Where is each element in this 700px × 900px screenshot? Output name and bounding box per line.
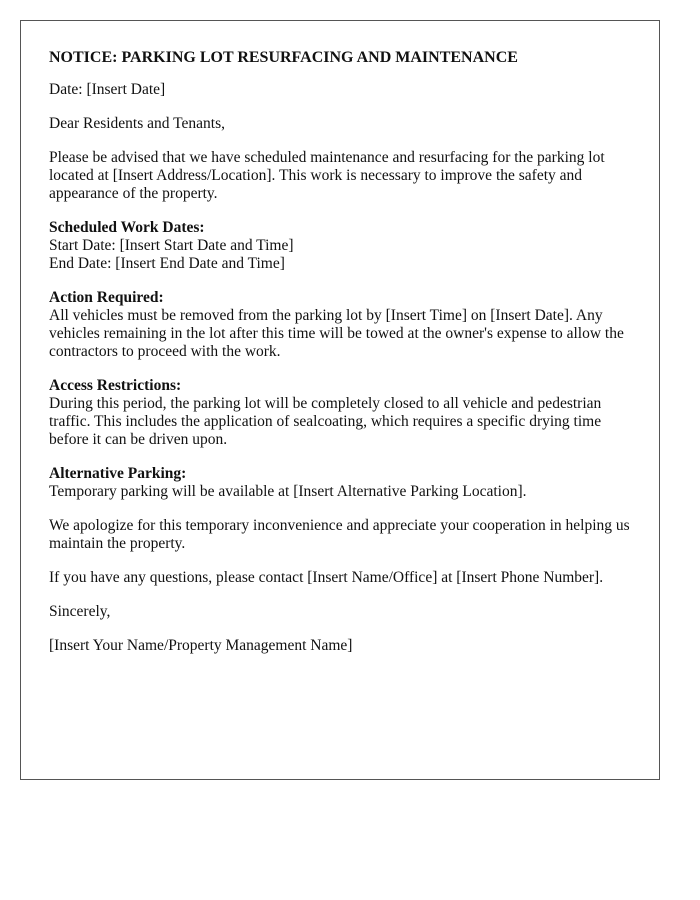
- section-scheduled-work-dates: [49, 219, 631, 273]
- section-heading: Alternative Parking:: [49, 465, 187, 482]
- notice-title: NOTICE: PARKING LOT RESURFACING AND MAINTENANCE: [49, 49, 518, 66]
- section-body: During this period, the parking lot will be completely closed to all vehicle and pedestrian traffic. This includes the application of sealcoating, which requires a specific drying time before it can be driven upon.: [49, 395, 602, 448]
- salutation: Dear Residents and Tenants,: [49, 115, 225, 132]
- section-body: All vehicles must be removed from the parking lot by [Insert Time] on [Insert Date]. Any vehicles remaining in the lot after this time will be towed at the owner's expense to allow the contractors to proceed with the work.: [49, 307, 624, 360]
- date-line: Date: [Insert Date]: [49, 81, 166, 98]
- contact-paragraph: If you have any questions, please contact [Insert Name/Office] at [Insert Phone Number].: [49, 569, 604, 586]
- section-access-restrictions: [49, 377, 631, 449]
- section-heading: Scheduled Work Dates:: [49, 219, 205, 236]
- notice-document: [20, 20, 660, 780]
- section-body: Temporary parking will be available at [Insert Alternative Parking Location].: [49, 483, 527, 500]
- section-heading: Action Required:: [49, 289, 164, 306]
- apology-paragraph: We apologize for this temporary inconvenience and appreciate your cooperation in helping us maintain the property.: [49, 517, 630, 552]
- start-date-line: Start Date: [Insert Start Date and Time]: [49, 237, 294, 254]
- section-action-required: [49, 289, 631, 361]
- section-alternative-parking: [49, 465, 631, 501]
- end-date-line: End Date: [Insert End Date and Time]: [49, 255, 285, 272]
- intro-paragraph: Please be advised that we have scheduled maintenance and resurfacing for the parking lot located at [Insert Address/Location]. This work is necessary to improve the safety and appearance of the property.: [49, 149, 605, 202]
- section-heading: Access Restrictions:: [49, 377, 182, 394]
- closing: Sincerely,: [49, 603, 111, 620]
- signature: [Insert Your Name/Property Management Name]: [49, 637, 353, 654]
